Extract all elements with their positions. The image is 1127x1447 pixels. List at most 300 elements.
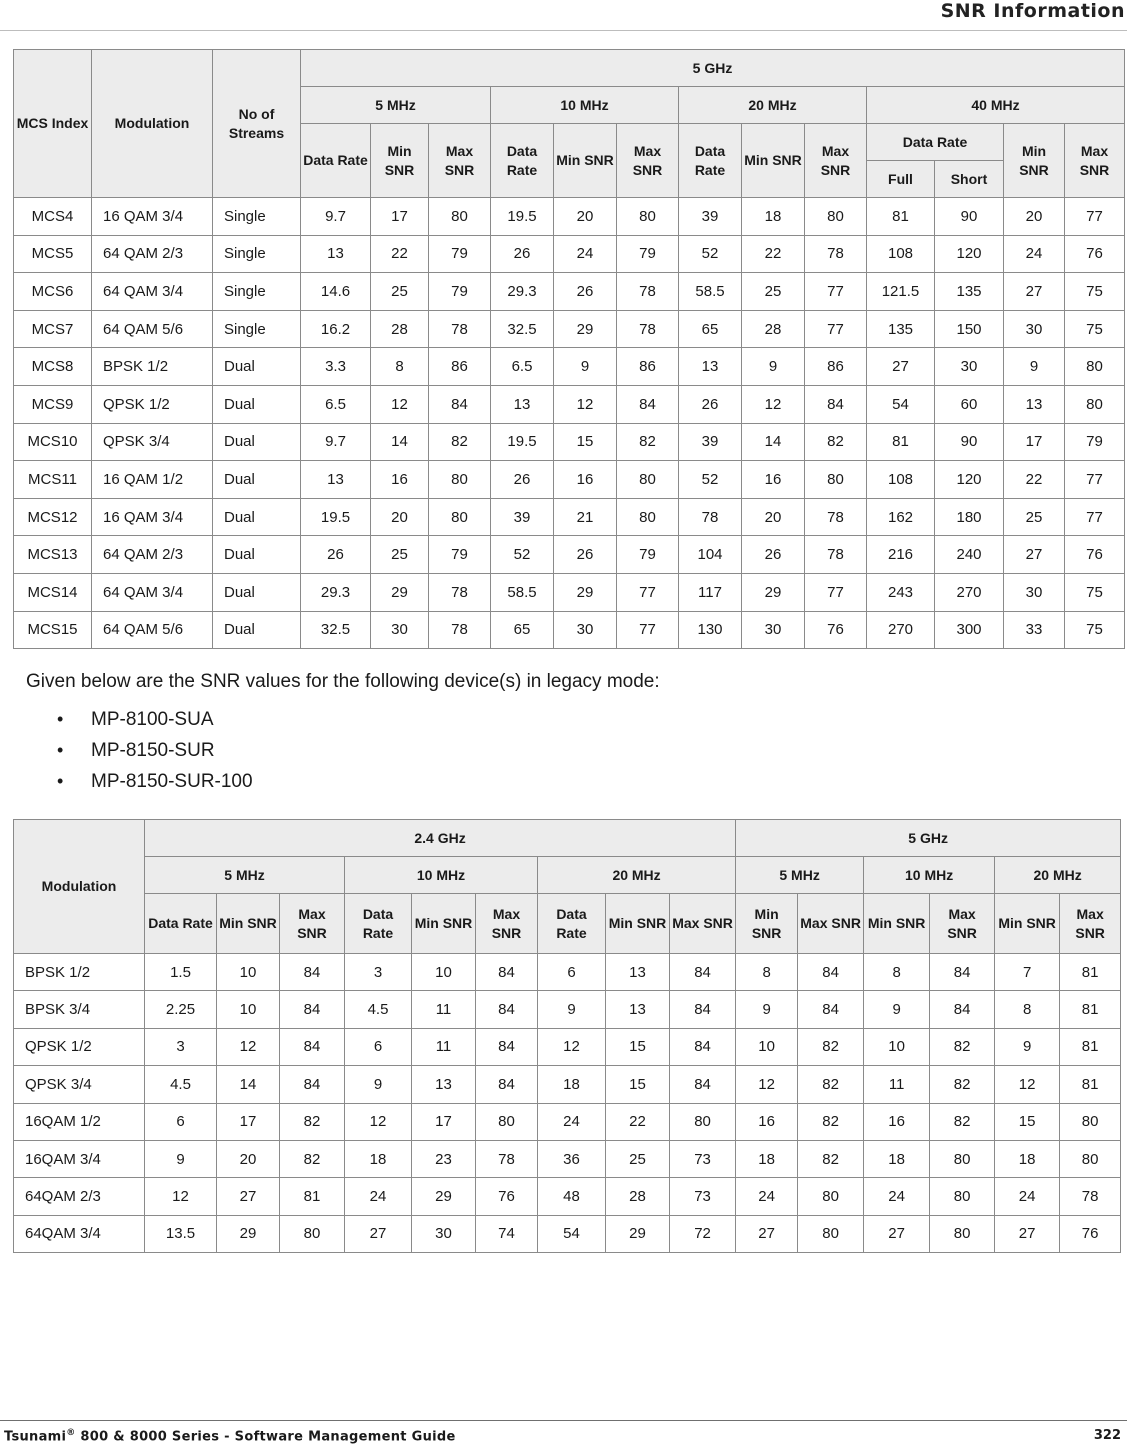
table-cell: Dual <box>213 498 301 536</box>
table-cell: 81 <box>280 1178 345 1215</box>
table-cell: 29.3 <box>301 573 371 611</box>
table-cell: 15 <box>606 1028 670 1065</box>
table-cell: 52 <box>679 235 742 273</box>
footer-guide-title <box>4 1428 456 1444</box>
table-cell: 78 <box>429 573 491 611</box>
table-cell: 29 <box>742 573 805 611</box>
header-data-rate: Data Rate <box>145 894 217 954</box>
table-row <box>14 348 1125 386</box>
header-max-snr: Max SNR <box>1060 894 1121 954</box>
table-cell: 78 <box>805 498 867 536</box>
table-cell: 29 <box>554 573 617 611</box>
table-cell: MCS14 <box>14 573 92 611</box>
table-cell: 13 <box>606 991 670 1028</box>
table-cell: 4.5 <box>145 1066 217 1103</box>
table-row <box>14 1140 1121 1177</box>
table-cell: 80 <box>617 461 679 499</box>
table-cell: 29 <box>371 573 429 611</box>
table-cell: 108 <box>867 235 935 273</box>
table-cell: 28 <box>606 1178 670 1215</box>
table-cell: 82 <box>798 1066 864 1103</box>
table-row <box>14 423 1125 461</box>
table-cell: 26 <box>301 536 371 574</box>
table-cell: 54 <box>538 1215 606 1252</box>
table-cell: 11 <box>864 1066 930 1103</box>
table-cell: 80 <box>1060 1140 1121 1177</box>
table-cell: 9 <box>736 991 798 1028</box>
table-cell: 13 <box>491 385 554 423</box>
table-cell: 28 <box>371 310 429 348</box>
table-cell: 10 <box>736 1028 798 1065</box>
table-cell: 3.3 <box>301 348 371 386</box>
table-cell: 76 <box>1065 536 1125 574</box>
table-cell: 77 <box>617 611 679 649</box>
table-cell: 25 <box>606 1140 670 1177</box>
table-cell: 20 <box>217 1140 280 1177</box>
table-cell: 4.5 <box>345 991 412 1028</box>
table-cell: 80 <box>1065 385 1125 423</box>
table-cell: 22 <box>606 1103 670 1140</box>
table-cell: 27 <box>345 1215 412 1252</box>
table-cell: 270 <box>935 573 1004 611</box>
table-cell: 79 <box>429 536 491 574</box>
table-cell: 77 <box>1065 498 1125 536</box>
table-cell: 12 <box>145 1178 217 1215</box>
table-cell: 130 <box>679 611 742 649</box>
table-cell: 13 <box>679 348 742 386</box>
header-data-rate: Data Rate <box>301 124 371 198</box>
table-cell: QPSK 3/4 <box>14 1066 145 1103</box>
header-data-rate: Data Rate <box>867 124 1004 161</box>
table-cell: 90 <box>935 423 1004 461</box>
table-cell: 82 <box>280 1140 345 1177</box>
table-cell: 16 <box>864 1103 930 1140</box>
mcs-table-body <box>14 198 1125 649</box>
table-cell: 27 <box>736 1215 798 1252</box>
table-cell: 90 <box>935 198 1004 236</box>
table-cell: 84 <box>670 954 736 991</box>
header-width-40mhz: 40 MHz <box>867 87 1125 124</box>
table-cell: 9 <box>995 1028 1060 1065</box>
table-cell: 12 <box>538 1028 606 1065</box>
table-cell: MCS12 <box>14 498 92 536</box>
table-cell: 24 <box>736 1178 798 1215</box>
table-cell: 64QAM 2/3 <box>14 1178 145 1215</box>
table-cell: 79 <box>617 235 679 273</box>
table-cell: 64 QAM 5/6 <box>92 310 213 348</box>
table-cell: 86 <box>429 348 491 386</box>
table-cell: 82 <box>930 1103 995 1140</box>
table-cell: 9 <box>538 991 606 1028</box>
header-width-20mhz: 20 MHz <box>995 857 1121 894</box>
table-cell: 29.3 <box>491 273 554 311</box>
table-cell: 65 <box>491 611 554 649</box>
header-max-snr: Max SNR <box>670 894 736 954</box>
table-cell: 270 <box>867 611 935 649</box>
header-max-snr: Max SNR <box>930 894 995 954</box>
table-cell: 135 <box>867 310 935 348</box>
table-cell: Dual <box>213 385 301 423</box>
table-cell: 18 <box>864 1140 930 1177</box>
header-max-snr: Max SNR <box>1065 124 1125 198</box>
table-cell: 76 <box>805 611 867 649</box>
table-row <box>14 991 1121 1028</box>
header-width-5mhz: 5 MHz <box>736 857 864 894</box>
table-cell: 84 <box>670 1028 736 1065</box>
table-cell: 18 <box>995 1140 1060 1177</box>
table-cell: 120 <box>935 461 1004 499</box>
table-cell: 21 <box>554 498 617 536</box>
table-cell: 78 <box>429 310 491 348</box>
table-cell: 79 <box>617 536 679 574</box>
table-row <box>14 536 1125 574</box>
table-cell: 32.5 <box>301 611 371 649</box>
table-cell: 39 <box>679 423 742 461</box>
header-width-10mhz: 10 MHz <box>345 857 538 894</box>
table-cell: 30 <box>371 611 429 649</box>
table-cell: 27 <box>864 1215 930 1252</box>
table-cell: 80 <box>930 1215 995 1252</box>
table-cell: 18 <box>345 1140 412 1177</box>
table-cell: 80 <box>1060 1103 1121 1140</box>
table-cell: 16QAM 1/2 <box>14 1103 145 1140</box>
header-width-10mhz: 10 MHz <box>864 857 995 894</box>
header-data-rate: Data Rate <box>538 894 606 954</box>
table-cell: 25 <box>371 536 429 574</box>
table-cell: 28 <box>742 310 805 348</box>
table-cell: 7 <box>995 954 1060 991</box>
table-cell: 39 <box>679 198 742 236</box>
table-cell: 16 QAM 1/2 <box>92 461 213 499</box>
table-cell: 10 <box>412 954 476 991</box>
bullet-icon: • <box>57 771 64 791</box>
table-cell: 27 <box>217 1178 280 1215</box>
list-item <box>0 736 253 767</box>
table-cell: 16.2 <box>301 310 371 348</box>
header-modulation: Modulation <box>14 820 145 954</box>
table-cell: 12 <box>736 1066 798 1103</box>
table-cell: Dual <box>213 573 301 611</box>
table-cell: 117 <box>679 573 742 611</box>
table-cell: 81 <box>1060 991 1121 1028</box>
table-cell: 15 <box>606 1066 670 1103</box>
table-cell: Dual <box>213 611 301 649</box>
table-cell: 84 <box>280 1066 345 1103</box>
device-name: MP-8150-SUR <box>91 740 215 761</box>
table-cell: 29 <box>554 310 617 348</box>
table-row <box>14 498 1125 536</box>
table-cell: 27 <box>995 1215 1060 1252</box>
device-name: MP-8100-SUA <box>91 709 214 730</box>
legacy-table-body <box>14 954 1121 1253</box>
table-cell: 76 <box>1065 235 1125 273</box>
table-cell: 80 <box>617 198 679 236</box>
table-cell: 76 <box>476 1178 538 1215</box>
table-cell: 6.5 <box>301 385 371 423</box>
table-cell: 2.25 <box>145 991 217 1028</box>
header-min-snr: Min SNR <box>412 894 476 954</box>
header-streams: No of Streams <box>213 50 301 198</box>
table-cell: 65 <box>679 310 742 348</box>
table-cell: 79 <box>429 273 491 311</box>
table-row <box>14 385 1125 423</box>
table-row <box>14 1103 1121 1140</box>
table-cell: Single <box>213 310 301 348</box>
table-cell: 120 <box>935 235 1004 273</box>
table-cell: 72 <box>670 1215 736 1252</box>
table-cell: 9 <box>345 1066 412 1103</box>
table-cell: 79 <box>429 235 491 273</box>
table-cell: 77 <box>617 573 679 611</box>
header-min-snr: Min SNR <box>606 894 670 954</box>
table-cell: 12 <box>742 385 805 423</box>
table-cell: 3 <box>345 954 412 991</box>
table-cell: 14.6 <box>301 273 371 311</box>
table-cell: 1.5 <box>145 954 217 991</box>
table-cell: 30 <box>742 611 805 649</box>
table-cell: 22 <box>742 235 805 273</box>
table-cell: MCS8 <box>14 348 92 386</box>
table-cell: 64 QAM 3/4 <box>92 573 213 611</box>
table-cell: 20 <box>742 498 805 536</box>
table-cell: MCS5 <box>14 235 92 273</box>
table-cell: 29 <box>606 1215 670 1252</box>
table-cell: 12 <box>217 1028 280 1065</box>
header-data-rate: Data Rate <box>679 124 742 198</box>
table-cell: 84 <box>476 954 538 991</box>
table-cell: 216 <box>867 536 935 574</box>
table-cell: 82 <box>798 1028 864 1065</box>
table-cell: 104 <box>679 536 742 574</box>
table-cell: 300 <box>935 611 1004 649</box>
table-row <box>14 1215 1121 1252</box>
table-cell: 240 <box>935 536 1004 574</box>
list-item <box>0 767 253 798</box>
table-cell: 80 <box>617 498 679 536</box>
table-cell: 78 <box>429 611 491 649</box>
table-cell: 27 <box>1004 536 1065 574</box>
table-cell: 64 QAM 3/4 <box>92 273 213 311</box>
footer-brand: Tsunami <box>4 1429 67 1445</box>
header-band-24ghz: 2.4 GHz <box>145 820 736 857</box>
table-cell: 80 <box>930 1178 995 1215</box>
table-cell: 8 <box>864 954 930 991</box>
table-cell: 84 <box>670 991 736 1028</box>
table-cell: 36 <box>538 1140 606 1177</box>
footer-rule <box>0 1420 1127 1421</box>
page-number: 322 <box>1093 1428 1121 1443</box>
table-cell: 9 <box>864 991 930 1028</box>
table-row <box>14 461 1125 499</box>
table-cell: 48 <box>538 1178 606 1215</box>
table-cell: 74 <box>476 1215 538 1252</box>
table-cell: 80 <box>429 461 491 499</box>
table-cell: 84 <box>476 1066 538 1103</box>
table-cell: 84 <box>805 385 867 423</box>
table-row <box>14 573 1125 611</box>
table-cell: 26 <box>491 235 554 273</box>
table-cell: 17 <box>371 198 429 236</box>
table-cell: 64 QAM 2/3 <box>92 235 213 273</box>
table-cell: 19.5 <box>491 423 554 461</box>
table-cell: 84 <box>280 991 345 1028</box>
page-header-title: SNR Information <box>940 0 1125 22</box>
table-cell: 9.7 <box>301 198 371 236</box>
table-cell: 15 <box>995 1103 1060 1140</box>
table-row <box>14 198 1125 236</box>
table-cell: 20 <box>371 498 429 536</box>
table-cell: 3 <box>145 1028 217 1065</box>
table-cell: 58.5 <box>491 573 554 611</box>
header-width-5mhz: 5 MHz <box>145 857 345 894</box>
header-width-20mhz: 20 MHz <box>538 857 736 894</box>
table-cell: 16 QAM 3/4 <box>92 498 213 536</box>
table-cell: 25 <box>371 273 429 311</box>
table-cell: 108 <box>867 461 935 499</box>
table-row <box>14 1066 1121 1103</box>
header-min-snr: Min SNR <box>554 124 617 198</box>
table-cell: 75 <box>1065 573 1125 611</box>
table-cell: 80 <box>670 1103 736 1140</box>
header-max-snr: Max SNR <box>798 894 864 954</box>
table-cell: 18 <box>736 1140 798 1177</box>
bullet-icon: • <box>57 709 64 729</box>
table-cell: 75 <box>1065 310 1125 348</box>
header-data-rate: Data Rate <box>491 124 554 198</box>
table-cell: 30 <box>1004 310 1065 348</box>
table-cell: 16 <box>736 1103 798 1140</box>
table-cell: QPSK 1/2 <box>92 385 213 423</box>
table-cell: 30 <box>554 611 617 649</box>
bullet-icon: • <box>57 740 64 760</box>
legacy-snr-table <box>13 819 1121 1253</box>
table-cell: 77 <box>805 273 867 311</box>
table-cell: 13 <box>301 461 371 499</box>
table-cell: 84 <box>798 991 864 1028</box>
header-width-10mhz: 10 MHz <box>491 87 679 124</box>
table-cell: 80 <box>798 1215 864 1252</box>
table-cell: 22 <box>1004 461 1065 499</box>
table-cell: 13 <box>412 1066 476 1103</box>
table-cell: 15 <box>554 423 617 461</box>
table-cell: 6 <box>145 1103 217 1140</box>
table-cell: 80 <box>805 461 867 499</box>
table-cell: 18 <box>538 1066 606 1103</box>
table-cell: 78 <box>1060 1178 1121 1215</box>
table-cell: 26 <box>679 385 742 423</box>
table-cell: 80 <box>476 1103 538 1140</box>
table-cell: 24 <box>554 235 617 273</box>
table-row <box>14 1028 1121 1065</box>
header-min-snr: Min SNR <box>1004 124 1065 198</box>
table-cell: 75 <box>1065 273 1125 311</box>
table-cell: Single <box>213 198 301 236</box>
table-cell: Dual <box>213 423 301 461</box>
table-cell: 16 <box>742 461 805 499</box>
table-cell: 12 <box>345 1103 412 1140</box>
table-cell: 24 <box>345 1178 412 1215</box>
table-cell: 60 <box>935 385 1004 423</box>
table-cell: 30 <box>1004 573 1065 611</box>
table-cell: 29 <box>217 1215 280 1252</box>
table-cell: BPSK 3/4 <box>14 991 145 1028</box>
table-cell: 64 QAM 2/3 <box>92 536 213 574</box>
table-cell: 82 <box>930 1028 995 1065</box>
table-cell: 20 <box>1004 198 1065 236</box>
table-cell: 82 <box>930 1066 995 1103</box>
table-cell: 84 <box>476 991 538 1028</box>
table-cell: 9 <box>145 1140 217 1177</box>
table-cell: 8 <box>371 348 429 386</box>
header-modulation: Modulation <box>92 50 213 198</box>
table-cell: Single <box>213 235 301 273</box>
header-max-snr: Max SNR <box>476 894 538 954</box>
table-cell: 84 <box>280 954 345 991</box>
table-cell: 32.5 <box>491 310 554 348</box>
table-cell: 80 <box>280 1215 345 1252</box>
table-cell: 20 <box>554 198 617 236</box>
table-row <box>14 273 1125 311</box>
header-band-5ghz: 5 GHz <box>301 50 1125 87</box>
table-cell: 64 QAM 5/6 <box>92 611 213 649</box>
table-cell: 25 <box>1004 498 1065 536</box>
header-max-snr: Max SNR <box>429 124 491 198</box>
table-row <box>14 1178 1121 1215</box>
table-cell: 81 <box>1060 954 1121 991</box>
header-min-snr: Min SNR <box>995 894 1060 954</box>
table-cell: 84 <box>617 385 679 423</box>
table-cell: 77 <box>805 573 867 611</box>
table-cell: 81 <box>1060 1066 1121 1103</box>
table-row <box>14 611 1125 649</box>
table-cell: 80 <box>1065 348 1125 386</box>
table-cell: MCS15 <box>14 611 92 649</box>
header-full: Full <box>867 161 935 198</box>
table-cell: 76 <box>1060 1215 1121 1252</box>
table-cell: 14 <box>217 1066 280 1103</box>
table-cell: 162 <box>867 498 935 536</box>
table-cell: 73 <box>670 1140 736 1177</box>
header-min-snr: Min SNR <box>371 124 429 198</box>
table-cell: 26 <box>742 536 805 574</box>
table-cell: 78 <box>617 310 679 348</box>
table-cell: 39 <box>491 498 554 536</box>
table-cell: 10 <box>217 954 280 991</box>
table-cell: 33 <box>1004 611 1065 649</box>
table-cell: 17 <box>217 1103 280 1140</box>
table-cell: 26 <box>491 461 554 499</box>
table-row <box>14 954 1121 991</box>
table-cell: 78 <box>805 235 867 273</box>
table-cell: 64QAM 3/4 <box>14 1215 145 1252</box>
table-cell: 17 <box>412 1103 476 1140</box>
header-max-snr: Max SNR <box>280 894 345 954</box>
table-cell: 10 <box>864 1028 930 1065</box>
table-cell: 82 <box>798 1140 864 1177</box>
table-cell: Single <box>213 273 301 311</box>
table-cell: 78 <box>805 536 867 574</box>
table-cell: 12 <box>371 385 429 423</box>
table-cell: 58.5 <box>679 273 742 311</box>
header-width-5mhz: 5 MHz <box>301 87 491 124</box>
list-item <box>0 705 253 736</box>
table-cell: MCS4 <box>14 198 92 236</box>
table-cell: QPSK 1/2 <box>14 1028 145 1065</box>
table-cell: 84 <box>670 1066 736 1103</box>
table-row <box>14 310 1125 348</box>
header-band-5ghz: 5 GHz <box>736 820 1121 857</box>
table-cell: MCS7 <box>14 310 92 348</box>
